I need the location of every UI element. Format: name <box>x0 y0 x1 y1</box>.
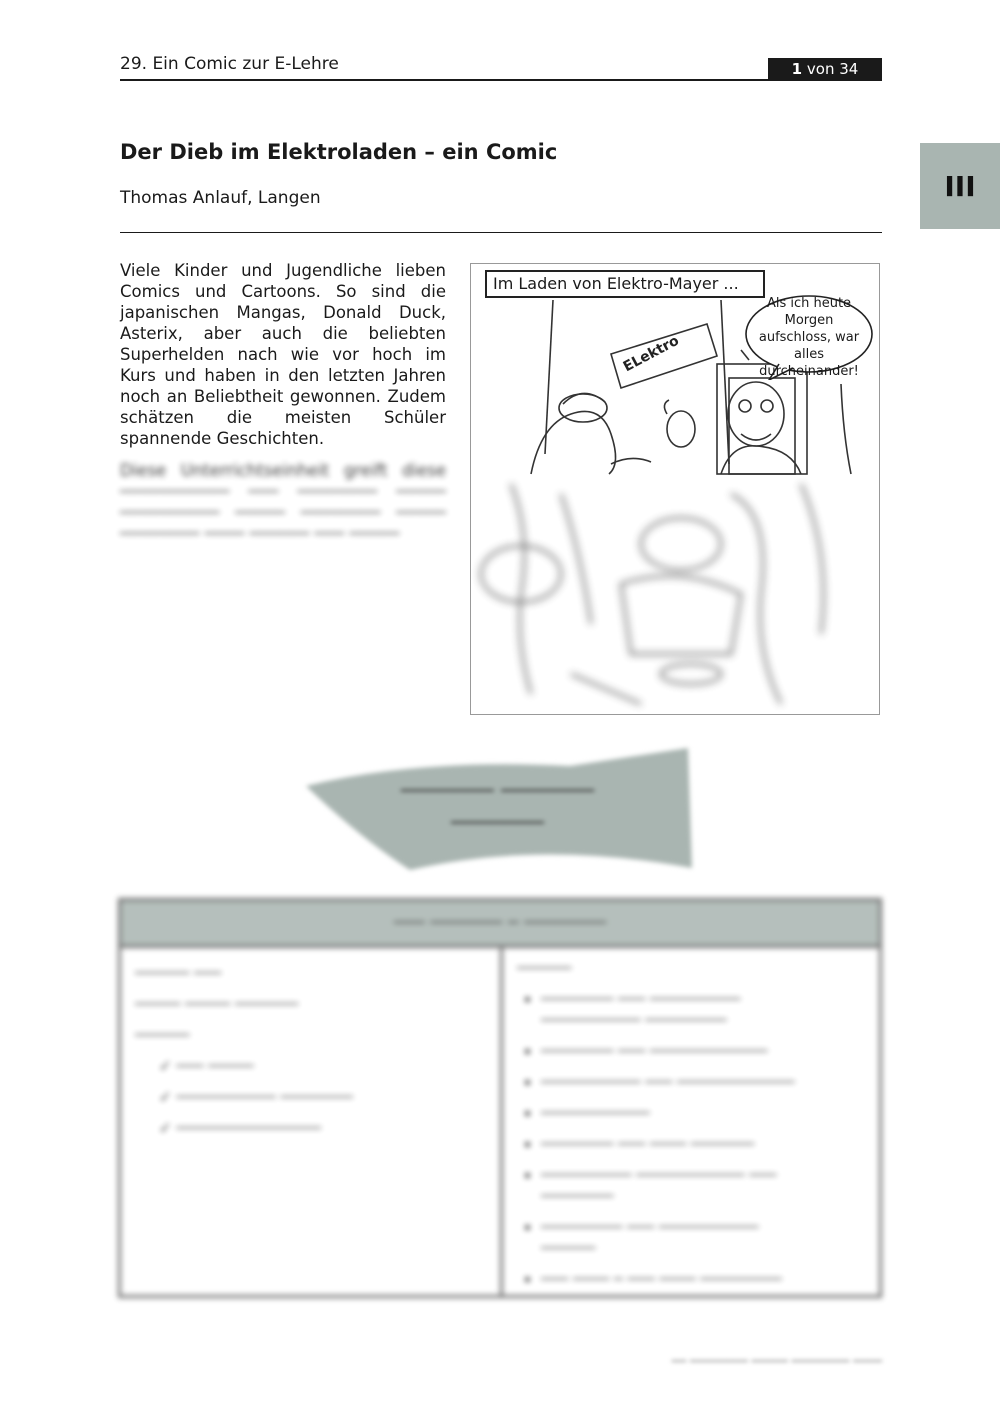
banner-text: ─────── ─────── ─────── <box>400 779 595 836</box>
shop-sign: ELektro <box>620 332 682 376</box>
second-paragraph: Diese Unterrichtseinheit greift diese <box>120 461 446 480</box>
list-item: • ──────── ─── ──── ─────── <box>541 1134 865 1155</box>
list-item: • ────────── ──────────── ─── ──────── <box>541 1165 865 1207</box>
footer-copyright: ── ──────── ───── ──────── ──── <box>671 1354 882 1368</box>
overview-right-column <box>503 948 879 1298</box>
page-badge <box>768 58 882 80</box>
title-rule <box>120 232 882 233</box>
comic-blurred-lower <box>471 474 880 715</box>
page-suffix: von 34 <box>806 60 859 78</box>
speech-bubble <box>743 294 875 380</box>
second-paragraph-blurred: Diese Unterrichtseinheit greift diese ─────────── ─── ──────── ───── ────────── ───── ──────── ───── ──────── ──── ────── ─── ───── <box>120 461 446 543</box>
overview-table-body <box>121 948 879 1298</box>
list-item: • ───────── ─── ─────────── ────── <box>541 1217 865 1259</box>
plus-list <box>135 1051 486 1144</box>
list-item: • ──────── ─── ────────── ─────────── ───────── <box>541 989 865 1031</box>
overview-table-header: ─── ─────── ─ ──────── <box>121 901 879 948</box>
document-author: Thomas Anlauf, Langen <box>120 188 321 208</box>
title-banner <box>300 748 695 878</box>
comic-lower-drawing <box>471 474 880 715</box>
list-item: ✓ ──────────────── <box>159 1119 321 1137</box>
content-heading: ────── <box>517 959 572 977</box>
speech-bubble-text: Als ich heute Morgen aufschloss, war alles durcheinander! <box>758 295 860 379</box>
list-item: • ─────────── ─── ───────────── <box>541 1072 865 1093</box>
page-number: 1 <box>791 60 803 78</box>
overview-table <box>118 898 882 1298</box>
document-title: Der Dieb im Elektroladen – ein Comic <box>120 140 558 164</box>
list-item: ✓ ─────────── ──────── <box>159 1088 353 1106</box>
list-item: • ─── ──── ─ ─── ──── ───────── <box>541 1269 865 1290</box>
list-item: • ──────── ─── ───────────── <box>541 1041 865 1062</box>
content-list <box>517 989 865 1290</box>
comic-caption: Im Laden von Elektro-Mayer ... <box>485 270 765 298</box>
comic-image <box>470 263 880 715</box>
header-rule <box>120 79 882 81</box>
intro-paragraph: Viele Kinder und Jugendliche lieben Comics und Cartoons. So sind die japanischen Mangas, Donald Duck, Asterix, aber auch die beliebten Superhelden nach wie vor hoch im Kurs und haben in den letzten Jahren noch an Beliebtheit gewonnen. Zudem schätzen die meisten Schüler spannende Geschichten. <box>120 261 446 448</box>
overview-left-column: ────── ─── ───── ───── ─────── ────── ✓ ─── ───── ✓ ─────────── ──────── ✓ ──────────────── <box>121 948 503 1298</box>
list-item: ✓ ─── ───── <box>159 1057 254 1075</box>
header-title: 29. Ein Comic zur E-Lehre <box>120 54 339 74</box>
list-item: • ──────────── <box>541 1103 865 1124</box>
chapter-tab: III <box>920 143 1000 229</box>
